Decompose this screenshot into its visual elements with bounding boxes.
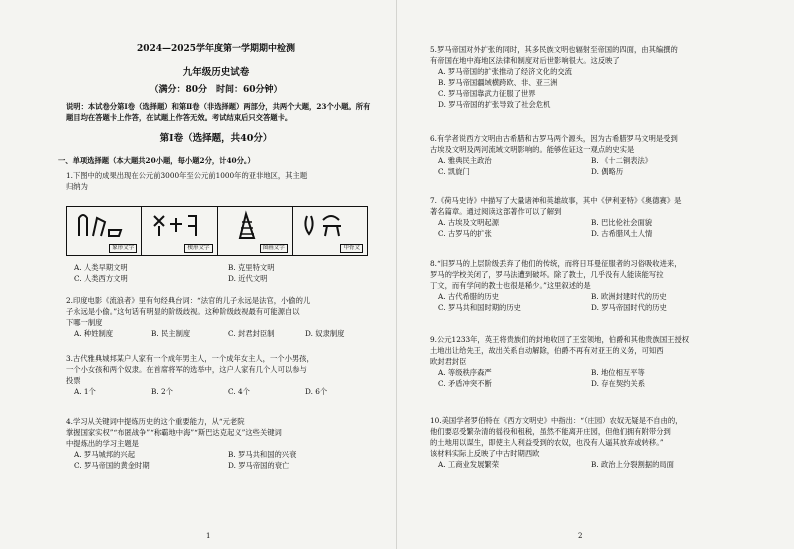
question-7: 7.《荷马史诗》中描写了大量诸神和英雄故事，其中《伊利亚特》《奥德赛》是 著名篇章。通过阅读这部著作可以了解到 A. 古埃及文明起源 B. 巴比伦社会面貌 C. 古罗马的扩张 D. 古希腊风土人情 [430,195,736,239]
option[interactable]: B. 欧洲封建时代的历史 [591,292,667,301]
left-page [58,0,374,549]
option[interactable]: B. 民主制度 [151,329,191,338]
option[interactable]: C. 罗马共和国时期的历史 [438,303,521,312]
script-cell [293,207,367,255]
option[interactable]: A. 种姓制度 [74,329,114,338]
script-label: 图画文字 [260,244,288,253]
question-1: 1.下图中的成果出现在公元前3000年至公元前1000年的亚非地区，其主题 归纳为 [66,171,308,191]
part1-title: 第Ⅰ卷（选择题，共40分） [159,133,273,144]
option[interactable]: C. 罗马帝国的黄金时期 [74,461,150,470]
score-time: （满分：80分 时间：60分钟） [149,85,283,95]
option[interactable]: D. 6个 [305,387,328,396]
option[interactable]: A. 工商业发展繁荣 [438,460,499,469]
subject-title: 九年级历史试卷 [182,67,250,78]
question-5: 5.罗马帝国对外扩张的同时，其多民族文明也辐射至帝国的四面，由其编撰的 有帝国在地中海地区法律和制度对后世影响很大。这反映了 A. 罗马帝国的扩张推动了经济文化的交流 B. 罗马帝国疆域横跨欧、非、亚三洲 C. 罗马帝国靠武力征服了世界 D. 罗马帝国的扩张导致了社会危机 [430,44,736,110]
script-cell [218,207,293,255]
page-number-left: 1 [206,532,211,540]
script-label: 楔形文字 [184,244,212,253]
question-4: 4.学习从关键词中提炼历史的这个重要能力，从“元老院 掌握国家实权”“布匿战争”“称霸地中海”“斯巴达克起义”这些关键词 中提炼出的学习主题是 A. 罗马城邦的兴起 B. 罗马共和国的兴衰 C. 罗马帝国的黄金时期 D. 罗马帝国的衰亡 [66,416,374,471]
option[interactable]: D. 存在契约关系 [591,379,646,388]
option[interactable]: D. 罗马帝国的扩张导致了社会危机 [438,100,551,109]
option[interactable]: A. 古代希腊的历史 [438,292,499,301]
option[interactable]: D. 偶略历 [591,167,624,176]
script-cell [142,207,217,255]
option[interactable]: C. 4个 [228,387,250,396]
question-9: 9.公元1233年，英王将贵族们的封地收回了王室领地，伯爵和其他贵族国王授权 土地出让给先王，故出关系自动解除，伯爵不再有对亚王的义务，可知西 欧封君封臣 A. 等级秩序森严 B. 地位相互平等 C. 矛盾冲突不断 D. 存在契约关系 [430,334,736,389]
option[interactable]: B. 地位相互平等 [591,368,645,377]
option[interactable]: A. 罗马城邦的兴起 [74,450,135,459]
option[interactable]: B. 罗马共和国的兴衰 [228,450,297,459]
pictograph-icon [226,210,276,240]
cuneiform-icon [150,210,200,240]
script-label: 甲骨文 [340,244,363,253]
option[interactable]: A. 人类早期文明 [74,263,128,272]
instructions: 说明：本试卷分第Ⅰ卷（选择题）和第Ⅱ卷（非选择题）两部分，共两个大题，23个小题。所有题目均在答题卡上作答，在试题上作答无效。考试结束后只交答题卡。 [66,102,371,122]
question-3: 3.古代雅典城邦某户人家有一个成年男主人，一个成年女主人，一个小男孩， 一个小女孩和两个奴隶。在首席将军的选举中，这户人家有几个人可以参与 投票 A. 1个 B. 2个 C. 4个 D. 6个 [66,353,374,397]
question-10: 10.美国学者罗伯特在《西方文明史》中指出：“（庄园）农奴无疑是不自由的， 他们要忍受繁杂清的徭役和租税，虽然不能离开庄园，但他们拥有附带分到 的土地用以谋生，即使主人利益受到的农奴，也没有人逼其放弃或转移。” 该材料实际上反映了中古时期西欧 A. 工商业发展繁荣 B. 政治上分裂割据的局面 [430,415,736,470]
hieroglyph-icon [75,210,125,240]
option[interactable]: B. 克里特文明 [228,263,275,272]
section-title: 一、单项选择题（本大题共20小题，每小题2分，计40分。） [58,156,255,165]
option[interactable]: D. 古希腊风土人情 [591,229,653,238]
option[interactable]: A. 雅典民主政治 [438,156,492,165]
option[interactable]: A. 古埃及文明起源 [438,218,499,227]
option[interactable]: D. 奴隶制度 [305,329,345,338]
option[interactable]: D. 罗马帝国时代的历史 [591,303,667,312]
option[interactable]: D. 罗马帝国的衰亡 [228,461,290,470]
question-2: 2.印度电影《流浪者》里有句经典台词：“法官的儿子永远是法官，小偷的儿 子永远是小偷。”这句话有明显的阶级歧视。这种阶级歧视最有可能源自以 下哪一制度 A. 种姓制度 B. 民主制度 C. 封君封臣制 D. 奴隶制度 [66,295,374,339]
option[interactable]: A. 1个 [74,387,96,396]
question-6: 6.有学者说西方文明由古希腊和古罗马两个源头，因为古希腊罗马文明是受到 古埃及文明及两河流域文明影响的。能够佐证这一观点的史实是 A. 雅典民主政治 B. 《十二铜表法》 C. 凯旋门 D. 偶略历 [430,133,736,177]
options-1 [66,262,374,284]
option[interactable]: A. 罗马帝国的扩张推动了经济文化的交流 [438,67,572,76]
question-8: 8.“旧罗马的上层阶级丢弃了他们的传统，而将日耳曼征服者的习俗吸收进来， 罗马的学校关闭了，罗马法遭到破坏。除了教士，几乎没有人能读能写拉 丁文，而有学问的教士也很是稀少。”这里叙述的是 A. 古代希腊的历史 B. 欧洲封建时代的历史 C. 罗马共和国时期的历史 D. 罗马帝国时代的历史 [430,258,736,313]
option[interactable]: B. 2个 [151,387,173,396]
option[interactable]: C. 凯旋门 [438,167,470,176]
option[interactable]: B. 《十二铜表法》 [591,156,653,165]
option[interactable]: C. 矛盾冲突不断 [438,379,492,388]
right-page [420,0,740,549]
option[interactable]: B. 巴比伦社会面貌 [591,218,653,227]
option[interactable]: C. 古罗马的扩张 [438,229,492,238]
option[interactable]: B. 政治上分裂割据的局面 [591,460,674,469]
page-fold [396,0,397,549]
option[interactable]: D. 近代文明 [228,274,268,283]
exam-title: 2024—2025学年度第一学期期中检测 [136,44,296,54]
option[interactable]: C. 封君封臣制 [228,329,275,338]
oracle-bone-icon [301,210,351,240]
option[interactable]: C. 人类西方文明 [74,274,128,283]
option[interactable]: B. 罗马帝国疆域横跨欧、非、亚三洲 [438,78,558,87]
script-cell [67,207,142,255]
script-label: 象形文字 [109,244,137,253]
option[interactable]: A. 等级秩序森严 [438,368,492,377]
page-number-right: 2 [578,532,583,540]
option[interactable]: C. 罗马帝国靠武力征服了世界 [438,89,536,98]
scripts-figure [66,206,368,256]
